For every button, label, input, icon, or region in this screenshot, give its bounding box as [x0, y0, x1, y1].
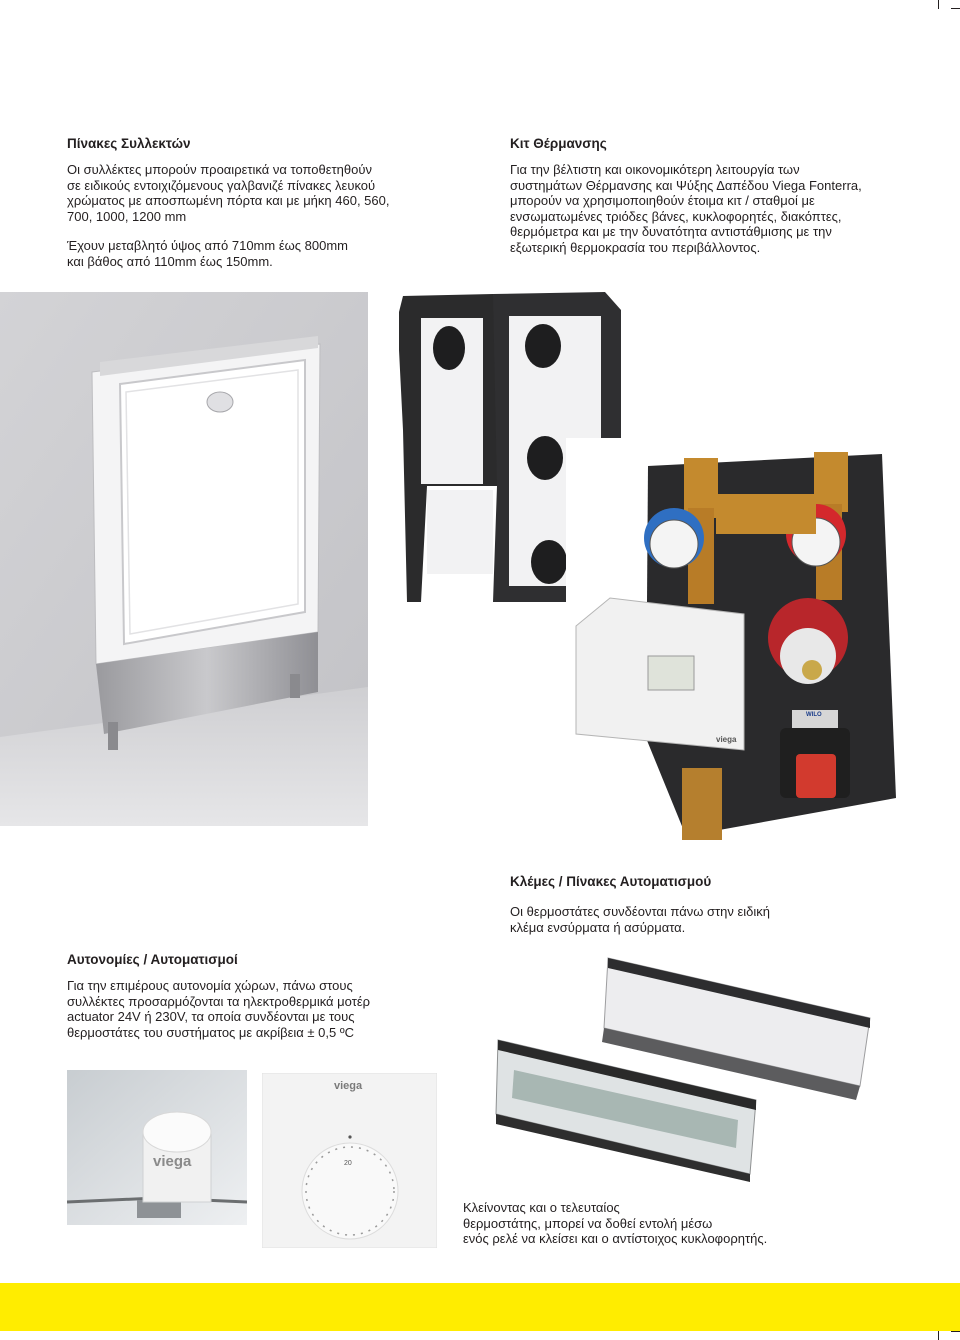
- crop-mark-top: [938, 0, 939, 9]
- thermostat-brand-label: viega: [334, 1080, 363, 1092]
- heating-kit-text: Για την βέλτιστη και οικονομικότερη λειτουργία των συστημάτων Θέρμανσης και Ψύξης Δαπέδου Viega Fonterra, μπορούν να χρησιμοποιηθούν έτοιμα κιτ / σταθμοί με ενσωματωμένες τριόδες βάνες, κυκλοφορητές, διακόπτες, θερμόμετρα και με την δυνατότητα αντιστάθμισης με την εξωτερική θερμοκρασία του περιβάλλοντος.: [510, 162, 862, 255]
- pump-brand-label: WILO: [806, 712, 822, 718]
- crop-mark-top-right: [951, 8, 960, 9]
- collectors-text: Οι συλλέκτες μπορούν προαιρετικά να τοποθετηθούν σε ειδικούς εντοιχιζόμενους γαλβανιζέ πίνακες λευκού χρώματος με αποσπωμένη πόρτα και με μήκη 460, 560, 700, 1000, 1200 mm: [67, 162, 390, 224]
- actuator-brand-label: viega: [153, 1153, 192, 1170]
- wiring-boards-photo: [494, 952, 876, 1182]
- thermostat-photo: [262, 1073, 437, 1248]
- actuator-photo: [67, 1070, 247, 1225]
- controls-text: Για την επιμέρους αυτονομία χώρων, πάνω στους συλλέκτες προσαρμόζονται τα ηλεκτροθερμικά μοτέρ actuator 24V ή 230V, τα οποία συνδέονται με τους θερμοστάτες του συστήματος με ακρίβεια ± 0,5 ºC: [67, 978, 371, 1040]
- automation-boards-text: Οι θερμοστάτες συνδέονται πάνω στην ειδική κλέμα ενσύρματα ή ασύρματα.: [510, 904, 771, 935]
- collectors-text-dimensions: Έχουν μεταβλητό ύψος από 710mm έως 800mm και βάθος από 110mm έως 150mm.: [67, 238, 348, 269]
- controls-title: Αυτονομίες / Αυτοματισμοί: [67, 952, 238, 967]
- crop-mark-bottom: [938, 1330, 939, 1340]
- controller-brand-label: viega: [716, 735, 737, 744]
- collectors-title: Πίνακες Συλλεκτών: [67, 136, 191, 151]
- thermostat-dial-label: 20: [344, 1160, 352, 1167]
- collector-cabinet-photo: [0, 292, 368, 826]
- heating-station-photo: [566, 438, 920, 848]
- crop-mark-bottom-right: [951, 1331, 960, 1332]
- automation-boards-title: Κλέμες / Πίνακες Αυτοματισμού: [510, 874, 712, 889]
- accent-band: [0, 1283, 960, 1331]
- closing-note-text: Κλείνοντας και ο τελευταίος θερμοστάτης, μπορεί να δοθεί εντολή μέσω ενός ρελέ να κλείσει και ο αντίστοιχος κυκλοφορητής.: [463, 1200, 768, 1247]
- heating-kit-title: Κιτ Θέρμανσης: [510, 136, 607, 151]
